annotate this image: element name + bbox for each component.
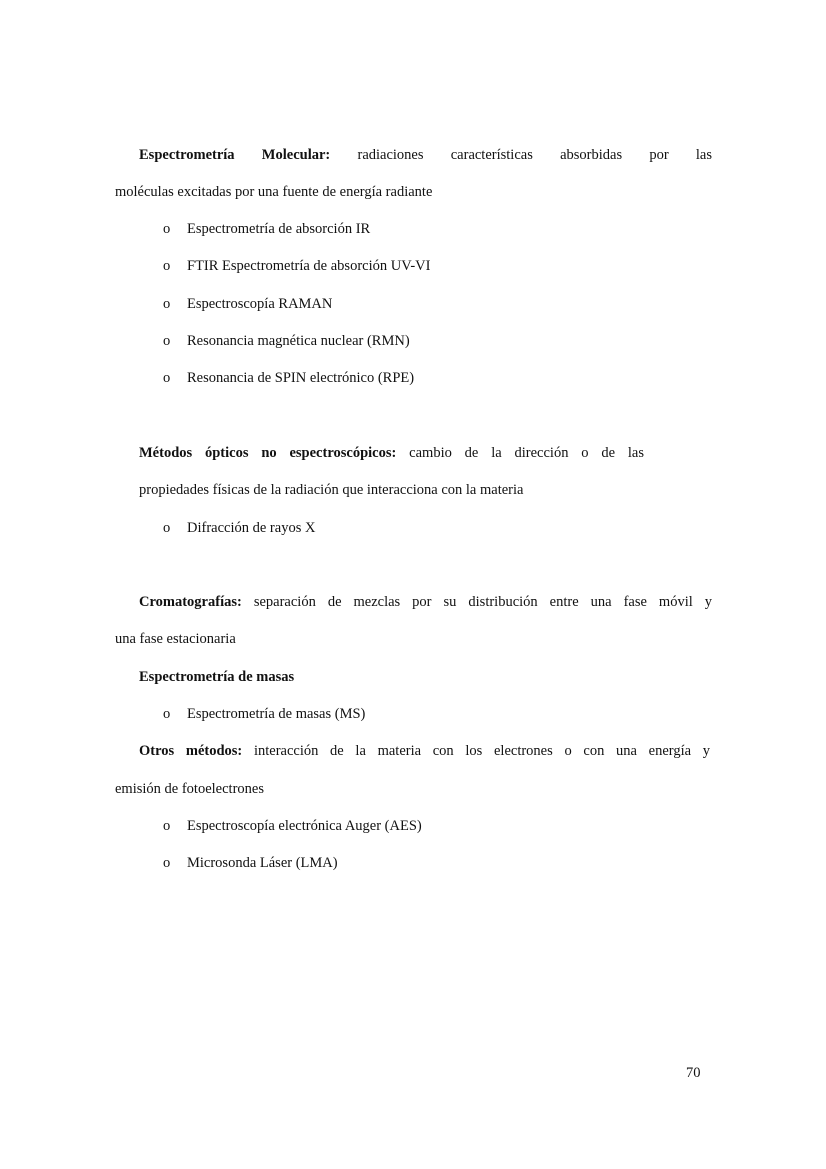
cromatografias-heading: Cromatografías:: [139, 594, 242, 610]
list-item-label: FTIR Espectrometría de absorción UV-VI: [187, 258, 431, 274]
list-item: [163, 220, 370, 238]
otros-text-line1: interacción de la materia con los electrones o con una energía y: [253, 743, 711, 759]
bullet-icon: o: [163, 296, 171, 312]
list-item: [163, 257, 430, 275]
list-item-label: Espectroscopía electrónica Auger (AES): [187, 818, 422, 834]
list-item: [163, 332, 410, 350]
bullet-icon: o: [163, 818, 171, 834]
list-item-label: Espectrometría de masas (MS): [187, 706, 366, 722]
list-item-label: Espectroscopía RAMAN: [187, 296, 333, 312]
masas-heading: [139, 668, 294, 686]
opticos-text-line2: propiedades físicas de la radiación que interacciona con la materia: [139, 482, 524, 498]
masas-heading-text: Espectrometría de masas: [139, 669, 295, 685]
list-item: [163, 519, 315, 537]
list-item-label: Resonancia magnética nuclear (RMN): [187, 333, 410, 349]
list-item: [163, 705, 365, 723]
bullet-icon: o: [163, 333, 171, 349]
list-item-label: Microsonda Láser (LMA): [187, 855, 338, 871]
list-item-label: Resonancia de SPIN electrónico (RPE): [187, 370, 415, 386]
list-item-label: Espectrometría de absorción IR: [187, 221, 371, 237]
cromatografias-text-line1: separación de mezclas por su distribución entre una fase móvil y: [253, 594, 712, 610]
opticos-paragraph-line1: [139, 444, 644, 462]
otros-heading: Otros métodos:: [139, 743, 243, 759]
page-number: 70: [686, 1065, 701, 1081]
bullet-icon: o: [163, 855, 171, 871]
opticos-heading: Métodos ópticos no espectroscópicos:: [139, 445, 397, 461]
otros-text-line2: emisión de fotoelectrones: [115, 781, 264, 797]
bullet-icon: o: [163, 706, 171, 722]
list-item: [163, 817, 422, 835]
molecular-text-line1: radiaciones características absorbidas por las: [357, 147, 712, 163]
list-item: [163, 854, 338, 872]
cromatografias-paragraph-line1: [139, 593, 712, 611]
molecular-text-line2: moléculas excitadas por una fuente de energía radiante: [115, 184, 433, 200]
bullet-icon: o: [163, 258, 171, 274]
list-item: [163, 295, 332, 313]
bullet-icon: o: [163, 520, 171, 536]
bullet-icon: o: [163, 221, 171, 237]
otros-paragraph-line1: [139, 742, 710, 760]
molecular-paragraph-line1: [139, 146, 712, 164]
opticos-text-line1: cambio de la dirección o de las: [409, 445, 644, 461]
list-item-label: Difracción de rayos X: [187, 520, 316, 536]
list-item: [163, 369, 414, 387]
cromatografias-text-line2: una fase estacionaria: [115, 631, 236, 647]
bullet-icon: o: [163, 370, 171, 386]
molecular-heading: Espectrometría Molecular:: [139, 147, 331, 163]
